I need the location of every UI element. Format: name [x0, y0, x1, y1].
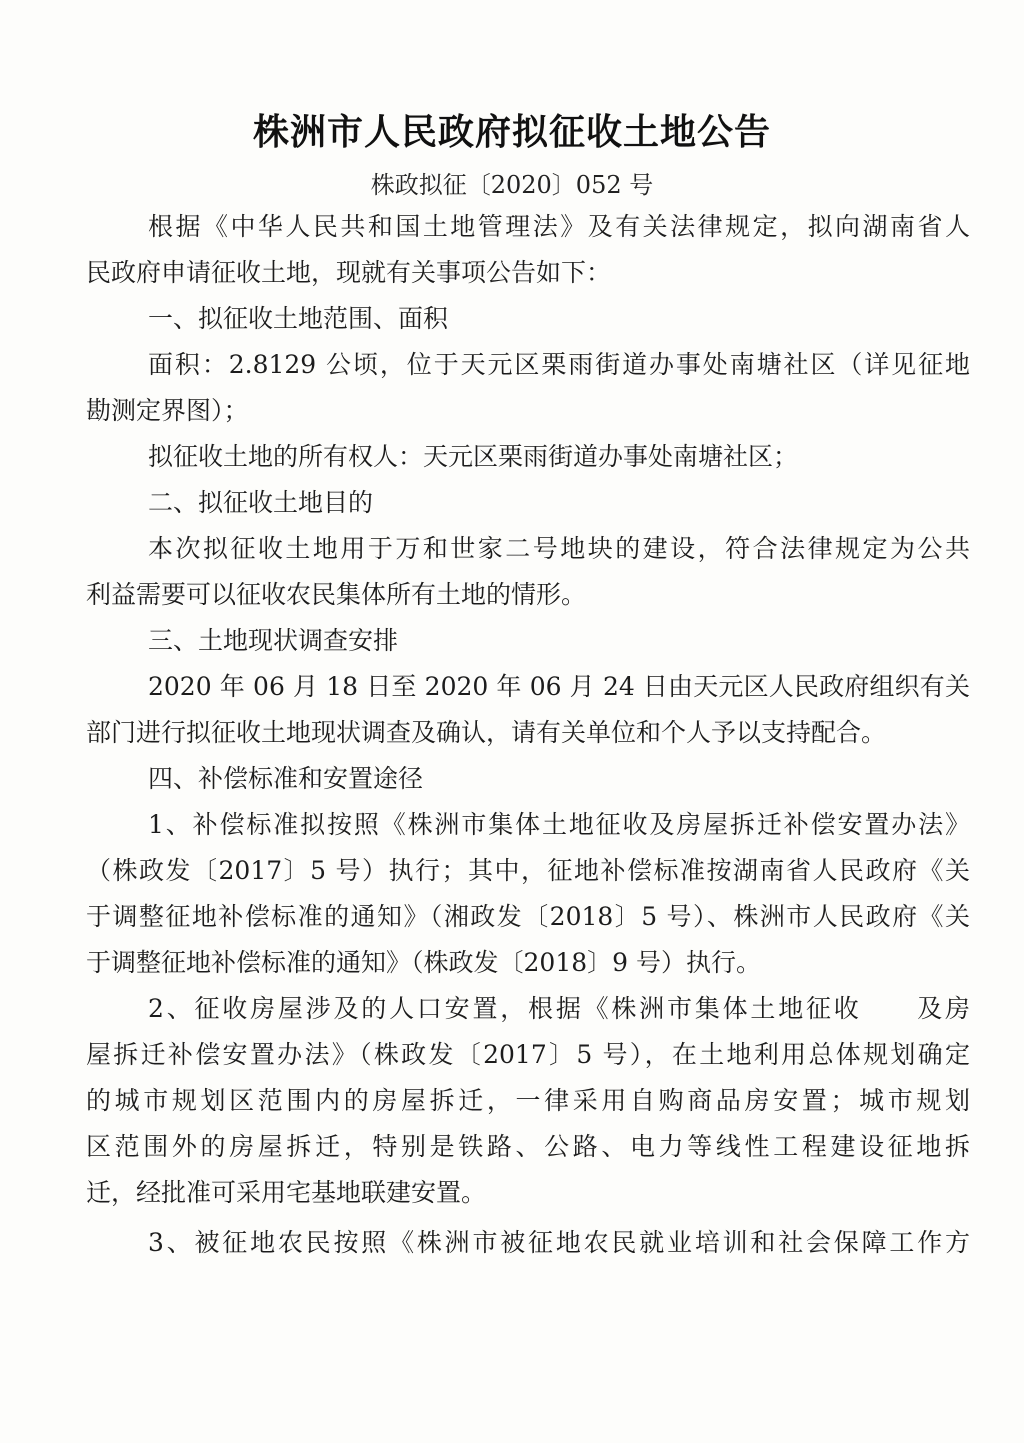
body-line: 区范围外的房屋拆迁，特别是铁路、公路、电力等线性工程建设征地拆 [86, 1132, 970, 1161]
document-title: 株洲市人民政府拟征收土地公告 [252, 111, 771, 153]
body-line: 本次拟征收土地用于万和世家二号地块的建设，符合法律规定为公共 [148, 534, 970, 563]
body-line: 根据《中华人民共和国土地管理法》及有关法律规定，拟向湖南省人 [148, 212, 970, 241]
body-line: 利益需要可以征收农民集体所有土地的情形。 [86, 580, 587, 609]
body-line: 于调整征地补偿标准的通知》（株政发〔2018〕9 号）执行。 [86, 948, 761, 977]
body-line: 三、土地现状调查安排 [148, 626, 399, 655]
body-line: 屋拆迁补偿安置办法》（株政发〔2017〕5 号），在土地利用总体规划确定 [86, 1040, 970, 1069]
body-line: 迁，经批准可采用宅基地联建安置。 [86, 1178, 487, 1207]
body-line: 3、被征地农民按照《株洲市被征地农民就业培训和社会保障工作方 [148, 1228, 970, 1257]
body-line: 2、征收房屋涉及的人口安置，根据《株洲市集体土地征收 及房 [148, 994, 970, 1023]
body-line: 的城市规划区范围内的房屋拆迁，一律采用自购商品房安置；城市规划 [86, 1086, 970, 1115]
body-line: 1、补偿标准拟按照《株洲市集体土地征收及房屋拆迁补偿安置办法》 [148, 810, 970, 839]
document-number: 株政拟征〔2020〕052 号 [370, 171, 654, 199]
body-line: 面积：2.8129 公顷，位于天元区栗雨街道办事处南塘社区（详见征地 [148, 350, 970, 379]
body-line: 勘测定界图）； [86, 396, 249, 425]
body-line: 部门进行拟征收土地现状调查及确认，请有关单位和个人予以支持配合。 [86, 718, 887, 747]
document-body [86, 0, 970, 1443]
body-line: 民政府申请征收土地，现就有关事项公告如下： [86, 258, 612, 287]
body-line: 二、拟征收土地目的 [148, 488, 374, 517]
body-line: 一、拟征收土地范围、面积 [148, 304, 449, 333]
body-line: 拟征收土地的所有权人：天元区栗雨街道办事处南塘社区； [148, 442, 799, 471]
body-line: 于调整征地补偿标准的通知》（湘政发〔2018〕5 号）、株洲市人民政府《关 [86, 902, 970, 931]
body-line: （株政发〔2017〕5 号）执行；其中，征地补偿标准按湖南省人民政府《关 [86, 856, 970, 885]
body-line: 四、补偿标准和安置途径 [148, 764, 424, 793]
body-line: 2020 年 06 月 18 日至 2020 年 06 月 24 日由天元区人民政府组织有关 [148, 672, 970, 701]
